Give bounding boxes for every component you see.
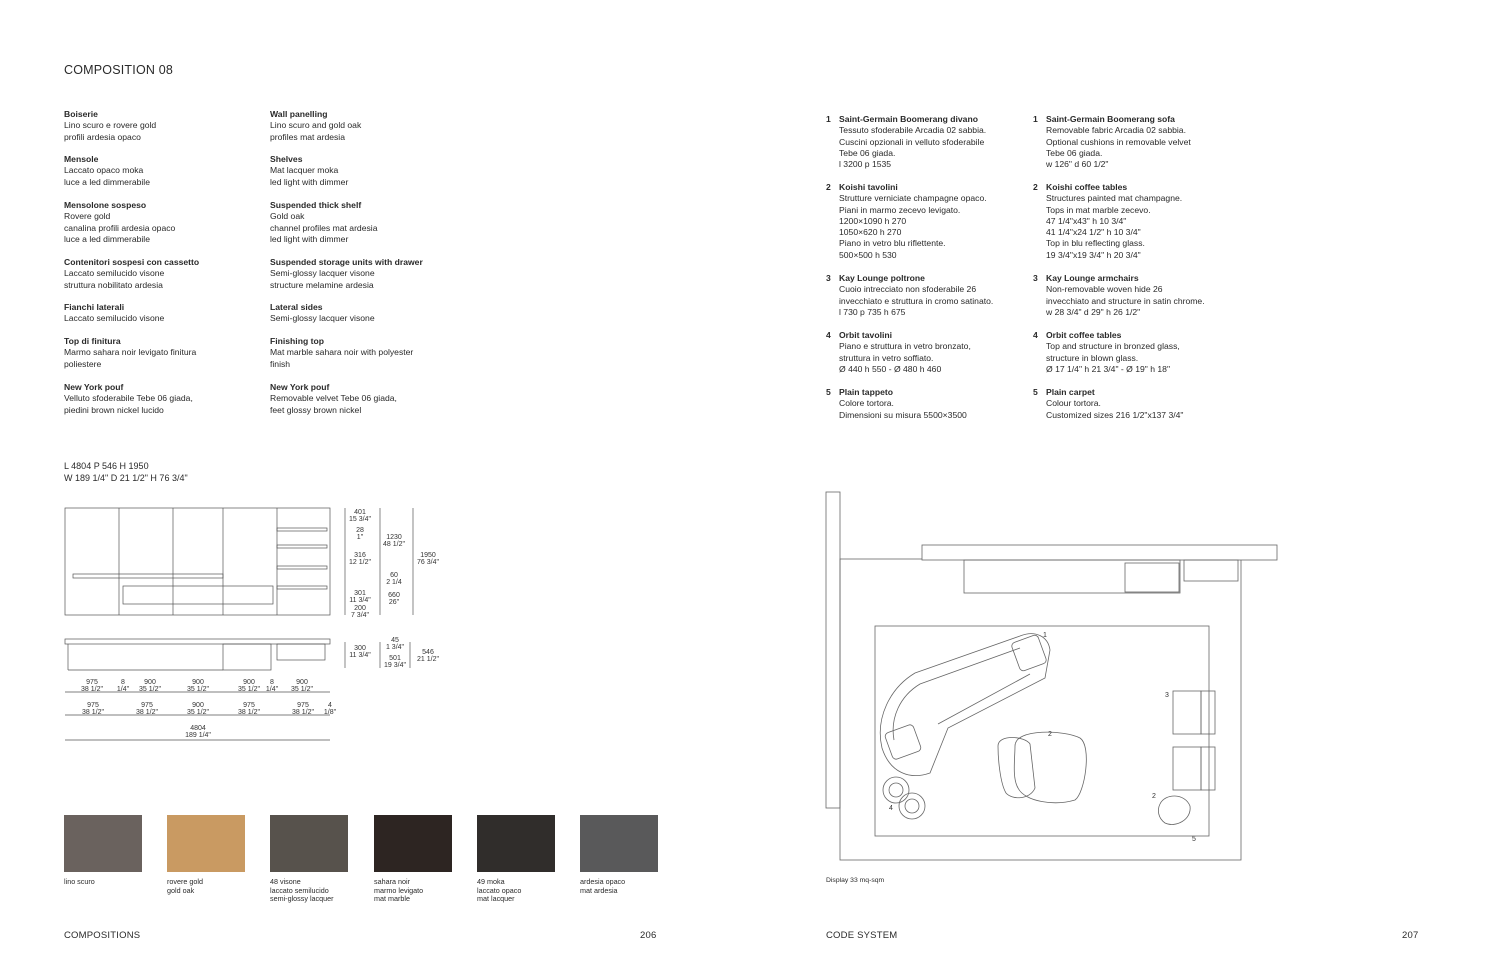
spec-line: structure melamine ardesia: [270, 279, 374, 290]
thick-shelf: [73, 574, 223, 578]
swatch-label: [270, 878, 360, 904]
storage-plan-unit: [1184, 560, 1238, 581]
item-number: 2: [826, 182, 831, 192]
dim-label: 2 1/4: [386, 579, 402, 586]
dim-label: 45: [391, 637, 399, 644]
item-line: l 730 p 735 h 675: [839, 306, 906, 317]
dim-label: 76 3/4": [417, 559, 439, 566]
item-line: Tops in mat marble zecevo.: [1046, 204, 1151, 215]
item-line: invecchiato e struttura in cromo satinato.: [839, 295, 994, 306]
spec-heading: Finishing top: [270, 336, 324, 346]
item-number: 5: [1033, 387, 1038, 397]
spec-item: [270, 154, 348, 188]
dim-label: 189 1/4": [185, 732, 211, 739]
page-title: COMPOSITION 08: [64, 63, 174, 77]
spec-heading: Boiserie: [64, 109, 98, 119]
page-number: 206: [640, 930, 657, 941]
top-view-unit: [223, 644, 271, 670]
overall-dimensions: [64, 461, 188, 484]
spec-heading: Suspended storage units with drawer: [270, 257, 423, 267]
swatch-label: [477, 878, 567, 904]
plan-caption: Display 33 mq-sqm: [826, 877, 885, 884]
spec-line: Lino scuro e rovere gold: [64, 120, 157, 131]
wall-unit-top: [922, 545, 1277, 560]
dim-label: 38 1/2": [238, 709, 260, 716]
top-view-unit: [277, 644, 325, 660]
shelf: [277, 566, 327, 569]
dim-label: 200: [354, 605, 366, 612]
item-line: 1050×620 h 270: [839, 227, 902, 238]
spec-line: Semi-glossy lacquer visone: [270, 313, 375, 324]
swatch-visone: [270, 815, 348, 872]
storage-unit: [123, 586, 273, 604]
item-heading: Koishi coffee tables: [1046, 182, 1128, 192]
koishi-table-small: [1158, 796, 1190, 825]
dim-label: 301: [354, 590, 366, 597]
swatch-label-line: 49 moka: [477, 877, 505, 886]
dim-label: 60: [390, 572, 398, 579]
swatch-ardesia: [580, 815, 658, 872]
product-item: [826, 114, 986, 170]
item-line: Strutture verniciate champagne opaco.: [839, 193, 987, 204]
item-line: Colore tortora.: [839, 398, 894, 409]
dim-label: 35 1/2": [291, 686, 313, 693]
spec-heading: Fianchi laterali: [64, 302, 125, 312]
spec-line: Rovere gold: [64, 211, 111, 222]
item-line: invecchiato and structure in satin chrome.: [1046, 295, 1205, 306]
item-line: Top and structure in bronzed glass,: [1046, 341, 1180, 352]
item-number: 4: [1033, 330, 1038, 340]
armchair: [1173, 747, 1201, 790]
shelf: [277, 545, 327, 548]
spec-line: Laccato semilucido visone: [64, 268, 165, 279]
spec-item: [270, 336, 413, 370]
item-line: Top in blu reflecting glass.: [1046, 238, 1145, 249]
plan-label-4: 4: [889, 805, 893, 812]
dim-label: 38 1/2": [81, 686, 103, 693]
dim-label: 35 1/2": [139, 686, 161, 693]
product-item: [1033, 387, 1183, 421]
storage-plan: [964, 560, 1180, 593]
spec-item: [64, 257, 199, 291]
spec-line: Lino scuro and gold oak: [270, 120, 362, 131]
spec-line: Velluto sfoderabile Tebe 06 giada,: [64, 393, 193, 404]
spec-line: Laccato semilucido visone: [64, 313, 165, 324]
spec-heading: Shelves: [270, 154, 303, 164]
dim-label: 28: [356, 527, 364, 534]
item-heading: Saint-Germain Boomerang divano: [839, 114, 978, 124]
item-heading: Plain tappeto: [839, 387, 893, 397]
dim-label: 975: [86, 679, 98, 686]
item-number: 1: [826, 114, 831, 124]
item-line: structure in blown glass.: [1046, 352, 1139, 363]
spec-item: [270, 200, 377, 245]
product-item: [826, 182, 987, 261]
plan-label-3: 3: [1165, 692, 1169, 699]
item-line: Ø 440 h 550 - Ø 480 h 460: [839, 363, 942, 374]
product-item: [1033, 182, 1182, 261]
swatch-label: [374, 878, 464, 904]
wall-side: [826, 492, 840, 808]
koishi-table-medium: [998, 738, 1035, 798]
dim-label: 501: [389, 655, 401, 662]
swatch-label-line: lino scuro: [64, 877, 95, 886]
product-item: [1033, 114, 1191, 170]
item-line: w 126" d 60 1/2": [1046, 159, 1109, 170]
spec-item: [64, 302, 164, 325]
item-line: 500×500 h 530: [839, 249, 897, 260]
dim-label: 900: [144, 679, 156, 686]
item-line: 41 1/4"x24 1/2" h 10 3/4": [1046, 227, 1141, 238]
koishi-table-large: [1014, 732, 1086, 803]
spec-heading: Suspended thick shelf: [270, 200, 362, 210]
elevation-drawing: [60, 500, 460, 750]
dim-label: 1/8": [323, 709, 337, 716]
dim-label: 38 1/2": [136, 709, 158, 716]
item-line: Colour tortora.: [1046, 398, 1101, 409]
swatch-label-line: laccato opaco: [477, 885, 522, 895]
item-number: 3: [1033, 273, 1038, 283]
spec-line: struttura nobilitato ardesia: [64, 279, 163, 290]
dim-label: 1/4": [265, 686, 279, 693]
spec-line: poliestere: [64, 358, 102, 369]
product-item: [826, 330, 971, 375]
spec-item: [64, 336, 196, 370]
item-line: struttura in vetro soffiato.: [839, 352, 934, 363]
item-line: Piano in vetro blu riflettente.: [839, 238, 946, 249]
spec-item: [64, 200, 175, 245]
dim-label: 4: [328, 702, 332, 709]
dim-label: 975: [297, 702, 309, 709]
spec-line: Mat lacquer moka: [270, 165, 339, 176]
spec-line: led light with dimmer: [270, 176, 349, 187]
spec-line: Laccato opaco moka: [64, 165, 144, 176]
wall-panel-outline: [65, 508, 330, 615]
product-item: [826, 273, 993, 318]
dim-label: 19 3/4": [384, 662, 406, 669]
dim-label: 1950: [420, 552, 436, 559]
dim-label: 1": [356, 534, 364, 541]
swatch-label-line: mat marble: [374, 894, 410, 904]
item-line: Optional cushions in removable velvet: [1046, 136, 1191, 147]
item-line: Tebe 06 giada.: [1046, 147, 1103, 158]
swatch-label-line: semi-glossy lacquer: [270, 894, 334, 904]
dim-label: 316: [354, 552, 366, 559]
dim-label: 8: [121, 679, 125, 686]
sofa-cushion: [1011, 634, 1048, 672]
spec-heading: New York pouf: [64, 382, 124, 392]
page-number: 207: [1402, 930, 1419, 941]
armchair: [1173, 691, 1201, 734]
item-line: Ø 17 1/4" h 21 3/4" - Ø 19" h 18": [1046, 363, 1170, 374]
swatch-label: [64, 878, 154, 887]
item-line: l 3200 p 1535: [839, 159, 892, 170]
item-heading: Orbit coffee tables: [1046, 330, 1122, 340]
spec-line: feet glossy brown nickel: [270, 404, 362, 415]
orbit-table: [883, 777, 909, 803]
item-line: Tebe 06 giada.: [839, 147, 896, 158]
item-number: 4: [826, 330, 831, 340]
item-line: Cuscini opzionali in velluto sfoderabile: [839, 136, 985, 147]
dim-label: 975: [87, 702, 99, 709]
dimensions-imperial: W 189 1/4" D 21 1/2" H 76 3/4": [64, 472, 188, 483]
floor-plan: [820, 488, 1285, 868]
dim-label: 975: [243, 702, 255, 709]
spec-item: [64, 154, 150, 188]
spec-heading: Mensolone sospeso: [64, 200, 147, 210]
item-line: Piano e struttura in vetro bronzato,: [839, 341, 971, 352]
swatch-label-line: laccato semilucido: [270, 885, 329, 895]
dim-label: 900: [296, 679, 308, 686]
item-heading: Kay Lounge armchairs: [1046, 273, 1139, 283]
dim-label: 12 1/2": [349, 559, 371, 566]
item-heading: Kay Lounge poltrone: [839, 273, 925, 283]
item-heading: Koishi tavolini: [839, 182, 898, 192]
spec-item: [270, 302, 375, 325]
dim-label: 1/4": [116, 686, 130, 693]
swatch-sahara-noir: [374, 815, 452, 872]
armchair-back: [1201, 747, 1215, 790]
plan-label-2: 2: [1152, 793, 1156, 800]
dim-label: 48 1/2": [383, 541, 405, 548]
item-line: Removable fabric Arcadia 02 sabbia.: [1046, 125, 1186, 136]
swatch-label: [580, 878, 670, 895]
item-heading: Orbit tavolini: [839, 330, 892, 340]
dim-label: 11 3/4": [349, 597, 371, 604]
spec-line: Marmo sahara noir levigato finitura: [64, 347, 197, 358]
swatch-label: [167, 878, 257, 895]
plan-label-2: 2: [1048, 731, 1052, 738]
item-line: 47 1/4"x43" h 10 3/4": [1046, 215, 1127, 226]
item-line: Structures painted mat champagne.: [1046, 193, 1183, 204]
item-line: 1200×1090 h 270: [839, 215, 907, 226]
spec-line: Mat marble sahara noir with polyester: [270, 347, 414, 358]
dim-label: 4804: [190, 725, 206, 732]
item-line: Dimensioni su misura 5500×3500: [839, 409, 967, 420]
dim-label: 15 3/4": [349, 516, 371, 523]
dim-label: 38 1/2": [82, 709, 104, 716]
spec-item: [64, 109, 156, 143]
swatch-label-line: mat lacquer: [477, 894, 515, 904]
spec-heading: Lateral sides: [270, 302, 323, 312]
dim-label: 900: [192, 702, 204, 709]
dim-label: 401: [354, 509, 366, 516]
item-line: Cuoio intrecciato non sfoderabile 26: [839, 284, 977, 295]
sofa-cushion: [884, 724, 922, 761]
spec-line: led light with dimmer: [270, 233, 349, 244]
spec-line: Removable velvet Tebe 06 giada,: [270, 393, 397, 404]
item-number: 3: [826, 273, 831, 283]
swatch-label-line: gold oak: [167, 885, 195, 895]
spec-heading: Top di finitura: [64, 336, 121, 346]
product-item: [1033, 273, 1205, 318]
item-heading: Plain carpet: [1046, 387, 1095, 397]
storage-plan-unit: [1125, 563, 1179, 592]
spec-line: profili ardesia opaco: [64, 131, 141, 142]
dim-label: 26": [388, 599, 400, 606]
dim-label: 8: [270, 679, 274, 686]
swatch-moka: [477, 815, 555, 872]
spec-line: canalina profili ardesia opaco: [64, 222, 176, 233]
spec-heading: Wall panelling: [270, 109, 328, 119]
dim-label: 300: [354, 645, 366, 652]
item-line: w 28 3/4" d 29" h 26 1/2": [1046, 306, 1141, 317]
dim-label: 35 1/2": [187, 709, 209, 716]
dim-label: 21 1/2": [417, 656, 439, 663]
dim-label: 35 1/2": [187, 686, 209, 693]
spec-item: [270, 109, 361, 143]
spec-heading: New York pouf: [270, 382, 330, 392]
spec-line: Gold oak: [270, 211, 305, 222]
swatch-label-line: mat ardesia: [580, 885, 618, 895]
swatch-rovere-gold: [167, 815, 245, 872]
spec-heading: Contenitori sospesi con cassetto: [64, 257, 200, 267]
shelf: [277, 528, 327, 531]
dim-label: 660: [388, 592, 400, 599]
shelf: [277, 586, 327, 589]
swatch-label-line: marmo levigato: [374, 885, 424, 895]
top-view-outline: [65, 639, 330, 644]
spec-line: Semi-glossy lacquer visone: [270, 268, 375, 279]
item-heading: Saint-Germain Boomerang sofa: [1046, 114, 1175, 124]
plan-label-5: 5: [1192, 836, 1196, 843]
spec-line: profiles mat ardesia: [270, 131, 345, 142]
swatch-label-line: ardesia opaco: [580, 877, 626, 886]
dim-label: 975: [141, 702, 153, 709]
item-line: Customized sizes 216 1/2"x137 3/4": [1046, 409, 1184, 420]
item-number: 2: [1033, 182, 1038, 192]
swatch-label-line: rovere gold: [167, 877, 203, 886]
spec-line: luce a led dimmerabile: [64, 233, 150, 244]
dim-label: 900: [243, 679, 255, 686]
dim-label: 546: [422, 649, 434, 656]
product-item: [826, 387, 967, 421]
item-line: Piani in marmo zecevo levigato.: [839, 204, 961, 215]
spec-line: luce a led dimmerabile: [64, 176, 150, 187]
item-line: Tessuto sfoderabile Arcadia 02 sabbia.: [839, 125, 987, 136]
dim-label: 900: [192, 679, 204, 686]
item-number: 5: [826, 387, 831, 397]
dim-label: 11 3/4": [349, 652, 371, 659]
footer-section-label: COMPOSITIONS: [64, 930, 141, 941]
spec-item: [64, 382, 193, 416]
spec-line: finish: [270, 358, 291, 369]
item-line: Non-removable woven hide 26: [1046, 284, 1163, 295]
footer-section-label: CODE SYSTEM: [826, 930, 898, 941]
orbit-table: [899, 793, 925, 819]
sofa: [880, 634, 1050, 776]
item-number: 1: [1033, 114, 1038, 124]
swatch-label-line: sahara noir: [374, 877, 410, 886]
spec-heading: Mensole: [64, 154, 99, 164]
room-outline: [840, 559, 1241, 860]
dim-label: 1230: [386, 534, 402, 541]
dim-label: 1 3/4": [385, 644, 405, 651]
plan-label-1: 1: [1043, 632, 1047, 639]
product-item: [1033, 330, 1180, 375]
dim-label: 7 3/4": [350, 612, 370, 619]
armchair-back: [1201, 691, 1215, 734]
dim-label: 38 1/2": [292, 709, 314, 716]
dim-label: 35 1/2": [238, 686, 260, 693]
spec-item: [270, 382, 397, 416]
spec-line: piedini brown nickel lucido: [64, 404, 164, 415]
spec-line: channel profiles mat ardesia: [270, 222, 378, 233]
dimensions-metric: L 4804 P 546 H 1950: [64, 461, 149, 471]
spec-item: [270, 257, 423, 291]
swatch-lino-scuro: [64, 815, 142, 872]
item-line: 19 3/4"x19 3/4" h 20 3/4": [1046, 249, 1141, 260]
swatch-label-line: 48 visone: [270, 877, 301, 886]
